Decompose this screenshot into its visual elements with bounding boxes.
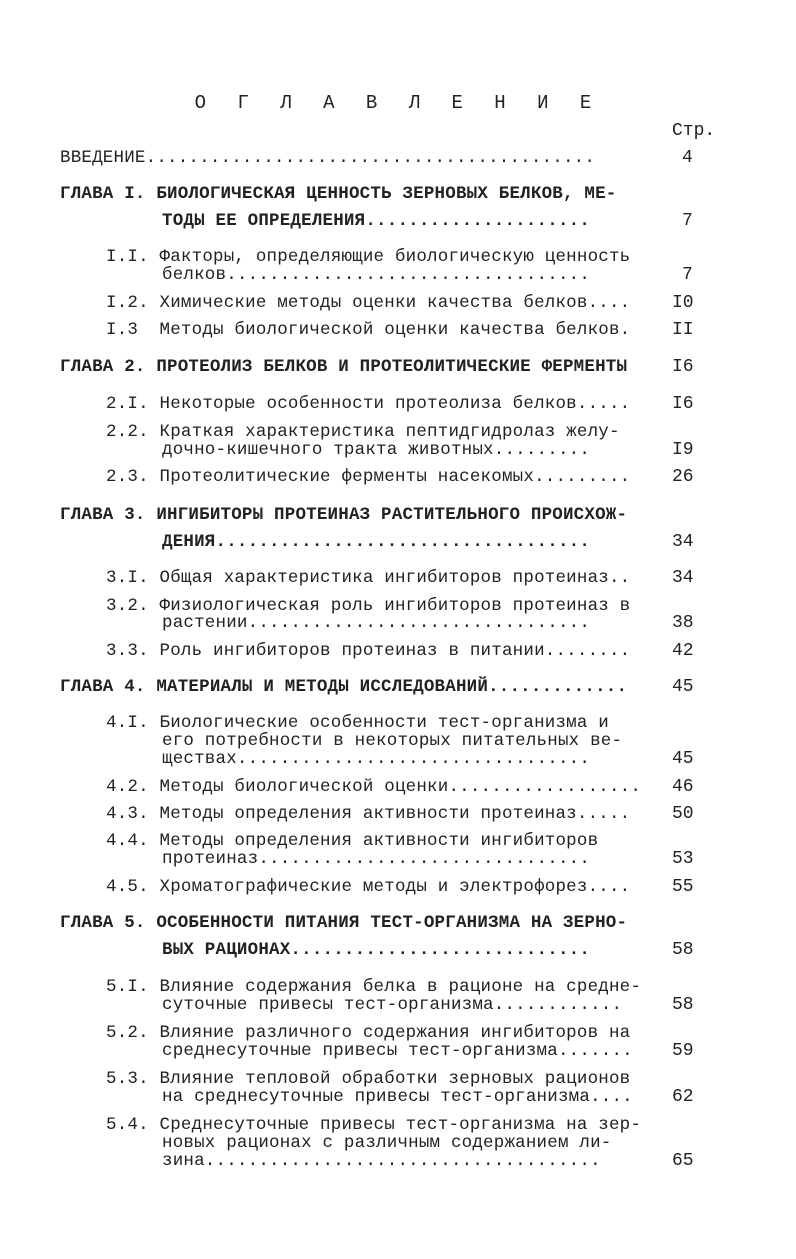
toc-line: 3.3. Роль ингибиторов протеиназ в питании........ [106, 641, 631, 661]
toc-line: 2.3. Протеолитические ферменты насекомых......... [106, 467, 631, 487]
toc-line: I.3 Методы биологической оценки качества белков. [106, 320, 631, 340]
toc-line: 4.5. Хроматографические методы и электрофорез.... [106, 877, 631, 897]
toc-page-number: 7 [682, 265, 693, 285]
toc-line: 3.2. Физиологическая роль ингибиторов протеиназ в [106, 596, 631, 616]
toc-line: ществах................................. [162, 749, 591, 769]
toc-line: 4.I. Биологические особенности тест-организма и [106, 713, 609, 733]
toc-page-number: 50 [672, 804, 694, 824]
toc-page-number: 26 [672, 467, 694, 487]
toc-page-number: 65 [672, 1151, 694, 1171]
toc-page-number: 7 [682, 211, 693, 231]
toc-page-number: 53 [672, 849, 694, 869]
toc-line: ВЫХ РАЦИОНАХ............................ [162, 940, 591, 960]
toc-line: протеиназ............................... [162, 849, 591, 869]
toc-page-number: 34 [672, 568, 694, 588]
toc-line: 5.2. Влияние различного содержания ингибиторов на [106, 1023, 631, 1043]
toc-page-number: I6 [672, 357, 694, 377]
toc-line: 4.3. Методы определения активности протеиназ..... [106, 804, 631, 824]
toc-line: 4.2. Методы биологической оценки.................. [106, 777, 642, 797]
toc-page-number: 42 [672, 641, 694, 661]
toc-page-number: II [672, 320, 694, 340]
toc-page-number: I0 [672, 293, 694, 313]
toc-line: растении................................ [162, 613, 591, 633]
toc-line: 5.3. Влияние тепловой обработки зерновых рационов [106, 1069, 631, 1089]
toc-page-number: I9 [672, 440, 694, 460]
toc-title: О Г Л А В Л Е Н И Е [194, 92, 602, 114]
toc-page-number: 55 [672, 877, 694, 897]
toc-line: 2.I. Некоторые особенности протеолиза белков..... [106, 394, 631, 414]
toc-line: белков.................................. [162, 265, 591, 285]
toc-line: I.2. Химические методы оценки качества белков.... [106, 293, 631, 313]
toc-line: зина..................................... [162, 1151, 601, 1171]
toc-line: ГЛАВА 3. ИНГИБИТОРЫ ПРОТЕИНАЗ РАСТИТЕЛЬНОГО ПРОИСХОЖ- [60, 505, 628, 525]
toc-page-number: 58 [672, 940, 694, 960]
toc-line: 4.4. Методы определения активности ингибиторов [106, 831, 599, 851]
toc-page-number: 45 [672, 677, 694, 697]
toc-line: ГЛАВА 2. ПРОТЕОЛИЗ БЕЛКОВ И ПРОТЕОЛИТИЧЕСКИЕ ФЕРМЕНТЫ [60, 357, 628, 377]
toc-page-number: 59 [672, 1041, 694, 1061]
toc-line: среднесуточные привесы тест-организма....... [162, 1041, 633, 1061]
toc-page-number: 58 [672, 995, 694, 1015]
toc-line: дочно-кишечного тракта животных......... [162, 440, 591, 460]
toc-line: 5.I. Влияние содержания белка в рационе на средне- [106, 977, 642, 997]
toc-line: ГЛАВА 5. ОСОБЕННОСТИ ПИТАНИЯ ТЕСТ-ОРГАНИЗМА НА ЗЕРНО- [60, 913, 628, 933]
toc-line: ВВЕДЕНИЕ.......................................... [60, 148, 596, 168]
toc-line: новых рационах с различным содержанием ли- [162, 1133, 612, 1153]
toc-line: ДЕНИЯ................................... [162, 532, 591, 552]
toc-line: 3.I. Общая характеристика ингибиторов протеиназ.. [106, 568, 631, 588]
toc-page-number: I6 [672, 394, 694, 414]
toc-page-number: 62 [672, 1087, 694, 1107]
toc-line: 5.4. Среднесуточные привесы тест-организма на зер- [106, 1115, 642, 1135]
toc-page-number: 38 [672, 613, 694, 633]
toc-line: его потребности в некоторых питательных ве- [162, 731, 623, 751]
toc-page-number: 45 [672, 749, 694, 769]
toc-line: ТОДЫ ЕЕ ОПРЕДЕЛЕНИЯ..................... [162, 211, 591, 231]
toc-page-number: 4 [682, 148, 693, 168]
toc-line: ГЛАВА 4. МАТЕРИАЛЫ И МЕТОДЫ ИССЛЕДОВАНИЙ............. [60, 677, 628, 697]
page-column-label: Стр. [672, 121, 716, 141]
toc-page-number: 46 [672, 777, 694, 797]
toc-page-number: 34 [672, 532, 694, 552]
toc-line: I.I. Факторы, определяющие биологическую ценность [106, 247, 631, 267]
toc-line: ГЛАВА I. БИОЛОГИЧЕСКАЯ ЦЕННОСТЬ ЗЕРНОВЫХ БЕЛКОВ, МЕ- [60, 184, 617, 204]
toc-line: на среднесуточные привесы тест-организма.... [162, 1087, 633, 1107]
toc-line: суточные привесы тест-организма............ [162, 995, 623, 1015]
toc-line: 2.2. Краткая характеристика пептидгидролаз желу- [106, 422, 620, 442]
